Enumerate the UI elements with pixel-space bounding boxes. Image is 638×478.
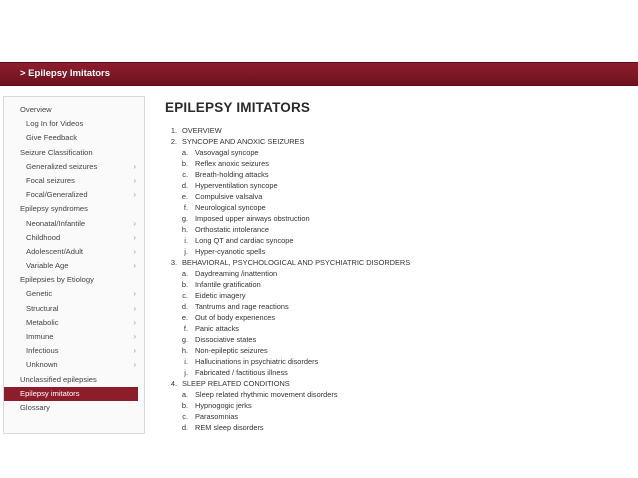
sidebar-item-label: Genetic (26, 289, 53, 299)
outline-number: g. (181, 214, 188, 223)
outline-text: Orthostatic intolerance (195, 225, 269, 234)
sidebar-item-label: Overview (20, 105, 52, 114)
outline-subitem[interactable] (165, 268, 625, 279)
outline-subitem[interactable] (165, 356, 625, 367)
outline-section[interactable] (165, 257, 625, 268)
outline-text: Non-epileptic seizures (195, 346, 268, 355)
outline-text: REM sleep disorders (195, 423, 264, 432)
outline-number: c. (182, 412, 188, 421)
outline-section[interactable] (165, 136, 625, 147)
chevron-right-icon: › (133, 161, 136, 171)
outline-text: Tantrums and rage reactions (195, 302, 289, 311)
sidebar-item-focal-generalized[interactable] (4, 188, 144, 202)
chevron-right-icon: › (133, 317, 136, 327)
chevron-right-icon: › (133, 289, 136, 299)
outline-subitem[interactable] (165, 323, 625, 334)
outline-number: 3. (170, 258, 177, 267)
chevron-right-icon: › (133, 346, 136, 356)
outline-text: OVERVIEW (182, 126, 222, 135)
outline-text: Sleep related rhythmic movement disorders (195, 390, 338, 399)
outline-text: Fabricated / factitious illness (195, 368, 288, 377)
sidebar-item-label: Epilepsy imitators (20, 388, 80, 398)
outline-text: Neurological syncope (195, 203, 266, 212)
sidebar-item-label: Seizure Classification (20, 147, 93, 157)
outline-text: Imposed upper airways obstruction (195, 214, 310, 223)
banner-title: > Epilepsy Imitators (20, 68, 111, 79)
chevron-right-icon: › (133, 261, 136, 271)
sidebar-item-label: Glossary (20, 402, 50, 412)
outline-text: Parasomnias (195, 412, 239, 421)
outline-text: Daydreaming /inattention (195, 269, 278, 278)
outline-subitem[interactable] (165, 147, 625, 158)
sidebar-item-structural[interactable] (4, 302, 144, 316)
outline-number: g. (181, 335, 188, 344)
sidebar-item-epilepsy-imitators[interactable] (4, 387, 138, 401)
outline-number: e. (181, 192, 188, 201)
outline-text: Long QT and cardiac syncope (195, 236, 294, 245)
sidebar-item-metabolic[interactable] (4, 316, 144, 330)
sidebar-item-label: Log In for Videos (26, 119, 84, 129)
outline-text: Vasovagal syncope (195, 148, 259, 157)
outline-subitem[interactable] (165, 367, 625, 378)
sidebar-item-seizure-classification[interactable] (4, 146, 144, 160)
outline-text: Hyper-cyanotic spells (195, 247, 266, 256)
outline-text: Out of body experiences (195, 313, 276, 322)
sidebar-item-label: Focal seizures (26, 175, 75, 185)
outline-text: Breath-holding attacks (195, 170, 269, 179)
outline-number: 4. (170, 379, 177, 388)
outline-subitem[interactable] (165, 202, 625, 213)
outline-number: j. (184, 247, 188, 256)
sidebar-item-label: Give Feedback (26, 133, 78, 143)
outline-number: c. (182, 291, 188, 300)
sidebar-item-label: Structural (26, 303, 59, 313)
page-title: EPILEPSY IMITATORS (165, 100, 311, 115)
sidebar-item-label: Epilepsy syndromes (20, 204, 88, 214)
chevron-right-icon: › (133, 246, 136, 256)
chevron-right-icon: › (133, 190, 136, 200)
chevron-right-icon: › (133, 218, 136, 228)
outline-number: h. (181, 346, 188, 355)
outline-subitem[interactable] (165, 334, 625, 345)
sidebar-item-label: Infectious (26, 346, 59, 356)
outline-number: i. (184, 357, 188, 366)
sidebar-item-label: Metabolic (26, 317, 59, 327)
outline-number: a. (181, 390, 188, 399)
sidebar-item-variable-age[interactable] (4, 259, 144, 273)
sidebar-item-label: Variable Age (26, 261, 69, 271)
outline-text: Compulsive valsalva (195, 192, 263, 201)
sidebar-item-neonatal-infantile[interactable] (4, 217, 144, 231)
outline-text: Eidetic imagery (195, 291, 246, 300)
outline-text: Dissociative states (195, 335, 257, 344)
outline-number: j. (184, 368, 188, 377)
sidebar-item-focal-seizures[interactable] (4, 174, 144, 188)
outline-text: Hallucinations in psychiatric disorders (195, 357, 319, 366)
outline-number: d. (181, 302, 188, 311)
sidebar-nav (3, 96, 145, 434)
outline-subitem[interactable] (165, 279, 625, 290)
chevron-right-icon: › (133, 303, 136, 313)
sidebar-item-label: Unknown (26, 360, 58, 370)
outline-number: 1. (170, 126, 177, 135)
outline-number: b. (181, 280, 188, 289)
outline-number: a. (181, 269, 188, 278)
outline-number: h. (181, 225, 188, 234)
outline-subitem[interactable] (165, 169, 625, 180)
outline-text: SLEEP RELATED CONDITIONS (182, 379, 290, 388)
outline-number: a. (181, 148, 188, 157)
outline-subitem[interactable] (165, 290, 625, 301)
outline-number: f. (183, 203, 188, 212)
sidebar-item-label: Childhood (26, 232, 61, 242)
outline-subitem[interactable] (165, 301, 625, 312)
sidebar-item-give-feedback[interactable] (4, 131, 144, 145)
outline-text: Panic attacks (195, 324, 239, 333)
sidebar-item-epilepsy-syndromes[interactable] (4, 202, 144, 216)
sidebar-item-label: Unclassified epilepsies (20, 374, 97, 384)
sidebar-item-adolescent-adult[interactable] (4, 245, 144, 259)
sidebar-item-unknown[interactable] (4, 358, 144, 372)
main-content (165, 100, 625, 124)
outline-section[interactable] (165, 378, 625, 389)
outline-text: SYNCOPE AND ANOXIC SEIZURES (182, 137, 305, 146)
outline-subitem[interactable] (165, 235, 625, 246)
chevron-right-icon: › (133, 232, 136, 242)
outline-number: b. (181, 401, 188, 410)
sidebar-item-log-in-for-videos[interactable] (4, 117, 144, 131)
outline-text: Reflex anoxic seizures (195, 159, 269, 168)
outline-subitem[interactable] (165, 158, 625, 169)
outline-number: c. (182, 170, 188, 179)
outline-text: Hyperventilation syncope (195, 181, 278, 190)
outline-subitem[interactable] (165, 411, 625, 422)
outline-text: Hypnogogic jerks (195, 401, 252, 410)
chevron-right-icon: › (133, 360, 136, 370)
sidebar-item-generalized-seizures[interactable] (4, 160, 144, 174)
sidebar-item-glossary[interactable] (4, 401, 144, 415)
sidebar-item-label: Generalized seizures (26, 161, 98, 171)
outline-subitem[interactable] (165, 389, 625, 400)
outline-number: d. (181, 181, 188, 190)
sidebar-item-label: Neonatal/Infantile (26, 218, 86, 228)
outline-subitem[interactable] (165, 213, 625, 224)
page-banner (0, 62, 638, 86)
sidebar-item-genetic[interactable] (4, 287, 144, 301)
sidebar-item-infectious[interactable] (4, 344, 144, 358)
sidebar-item-label: Epilepsies by Etiology (20, 275, 94, 285)
sidebar-item-overview[interactable] (4, 103, 144, 117)
sidebar-item-label: Adolescent/Adult (26, 246, 83, 256)
outline-number: f. (183, 324, 188, 333)
sidebar-item-childhood[interactable] (4, 231, 144, 245)
outline-text: Infantile gratification (195, 280, 261, 289)
sidebar-item-unclassified-epilepsies[interactable] (4, 373, 144, 387)
outline-subitem[interactable] (165, 246, 625, 257)
outline-subitem[interactable] (165, 400, 625, 411)
outline-list (165, 125, 625, 441)
outline-number: d. (181, 423, 188, 432)
outline-subitem[interactable] (165, 191, 625, 202)
sidebar-item-epilepsies-by-etiology[interactable] (4, 273, 144, 287)
outline-section[interactable] (165, 125, 625, 136)
outline-number: b. (181, 159, 188, 168)
outline-subitem[interactable] (165, 312, 625, 323)
outline-number: i. (184, 236, 188, 245)
outline-text: BEHAVIORAL, PSYCHOLOGICAL AND PSYCHIATRIC DISORDERS (182, 258, 411, 267)
outline-number: 2. (170, 137, 177, 146)
outline-subitem[interactable] (165, 180, 625, 191)
chevron-right-icon: › (133, 332, 136, 341)
outline-subitem[interactable] (165, 422, 625, 433)
sidebar-item-immune[interactable] (4, 330, 144, 344)
outline-subitem[interactable] (165, 224, 625, 235)
outline-number: e. (181, 313, 188, 322)
chevron-right-icon: › (133, 175, 136, 185)
sidebar-item-label: Immune (26, 332, 54, 341)
sidebar-item-label: Focal/Generalized (26, 190, 88, 200)
outline-subitem[interactable] (165, 345, 625, 356)
